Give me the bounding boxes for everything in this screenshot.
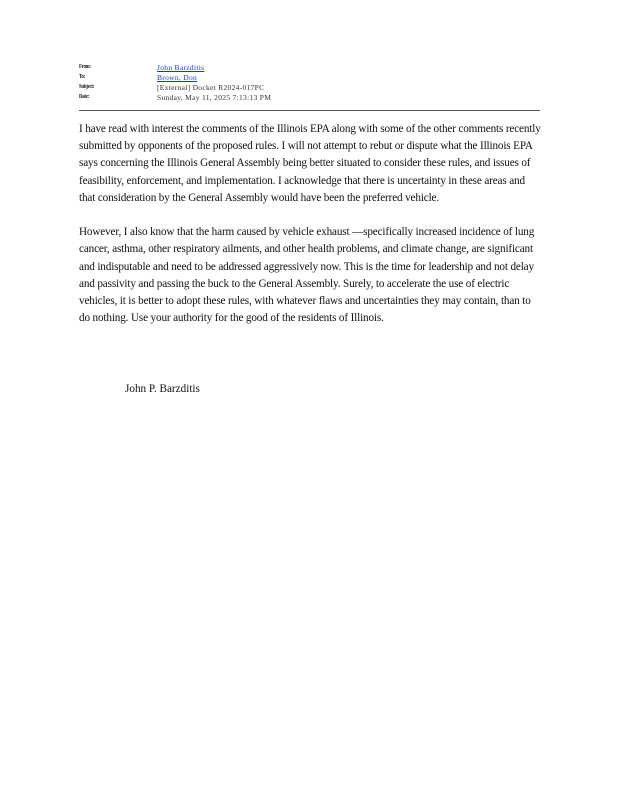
to-label: To: xyxy=(79,74,86,80)
date-row xyxy=(79,93,549,103)
email-body xyxy=(79,121,543,345)
email-header xyxy=(79,63,549,103)
subject-value: [External] Docket R2024-017PC xyxy=(157,83,265,92)
subject-label: Subject: xyxy=(79,84,95,90)
body-paragraph-1: I have read with interest the comments of the Illinois EPA along with some of the other comments recently submitted by opponents of the proposed rules. I will not attempt to rebut or dispute what the Illinois EPA says concerning the Illinois General Assembly being better situated to consider these rules, and issues of feasibility, enforcement, and implementation. I acknowledge that there is uncertainty in these areas and that consideration by the General Assembly would have been the preferred vehicle. xyxy=(79,123,541,204)
to-link[interactable]: Brown, Don xyxy=(157,73,198,82)
subject-row xyxy=(79,83,549,93)
from-row xyxy=(79,63,549,73)
signature: John P. Barzditis xyxy=(125,383,200,395)
header-divider xyxy=(79,110,540,111)
from-label: From: xyxy=(79,64,91,70)
date-label: Date: xyxy=(79,94,89,100)
body-paragraph-2: However, I also know that the harm caused by vehicle exhaust —specifically increased incidence of lung cancer, asthma, other respiratory ailments, and other health problems, and climate change, are significant and indisputable and need to be addressed aggressively now. This is the time for leadership and not delay and passivity and passing the buck to the General Assembly. Surely, to accelerate the use of electric vehicles, it is better to adopt these rules, with whatever flaws and uncertainties they may contain, than to do nothing. Use your authority for the good of the residents of Illinois. xyxy=(79,226,535,325)
from-link[interactable]: John Barzditis xyxy=(157,63,205,72)
to-row xyxy=(79,73,549,83)
date-value: Sunday, May 11, 2025 7:13:13 PM xyxy=(157,93,272,102)
